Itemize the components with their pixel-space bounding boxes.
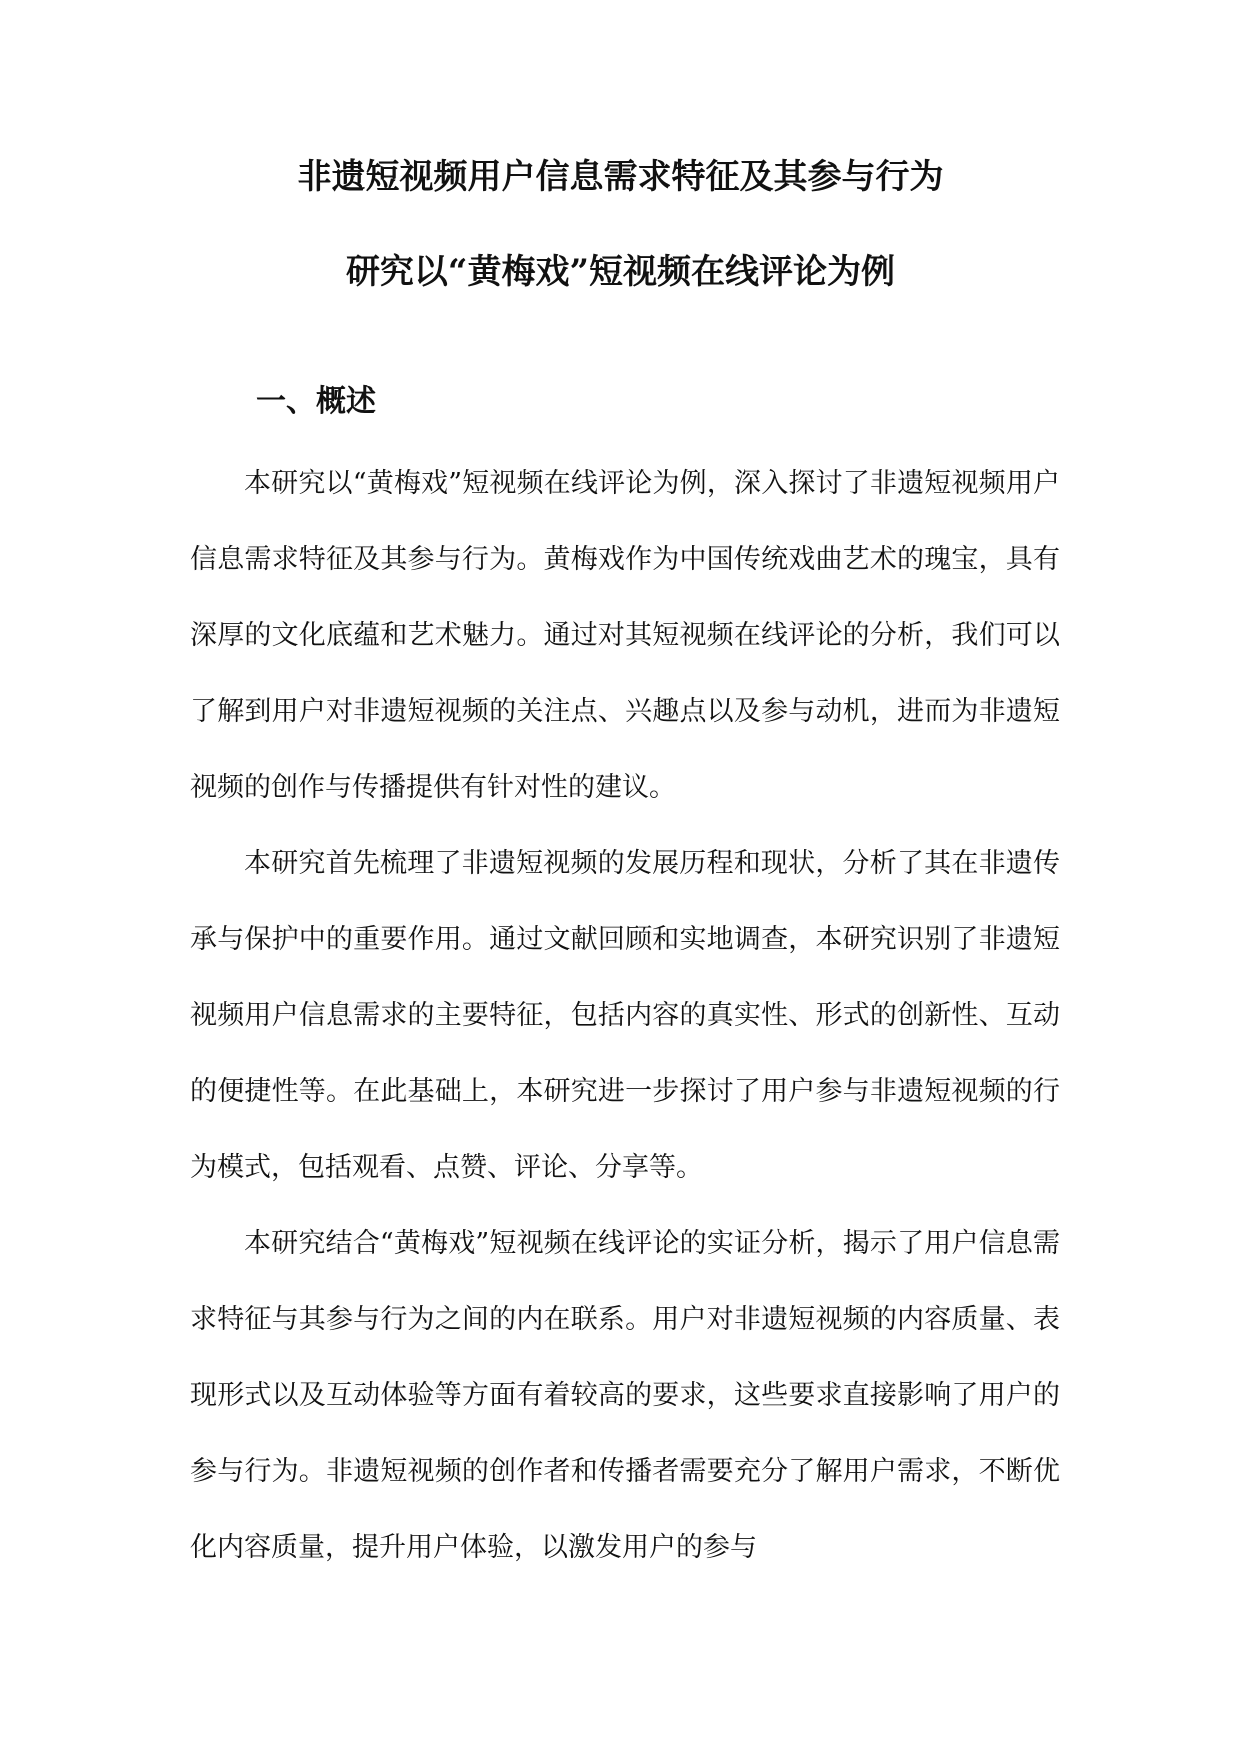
paragraph-1-block [190, 446, 1060, 826]
title-line-1: 非遗短视频用户信息需求特征及其参与行为 [297, 157, 944, 197]
title-line-2: 研究以“黄梅戏”短视频在线评论为例 [345, 252, 896, 292]
paragraph: 本研究首先梳理了非遗短视频的发展历程和现状，分析了其在非遗传承与保护中的重要作用。通过文献回顾和实地调查，本研究识别了非遗短视频用户信息需求的主要特征，包括内容的真实性、形式的创新性、互动的便捷性等。在此基础上，本研究进一步探讨了用户参与非遗短视频的行为模式，包括观看、点赞、评论、分享等。 [190, 848, 1060, 1183]
paragraph: 本研究结合“黄梅戏”短视频在线评论的实证分析，揭示了用户信息需求特征与其参与行为之间的内在联系。用户对非遗短视频的内容质量、表现形式以及互动体验等方面有着较高的要求，这些要求直接影响了用户的参与行为。非遗短视频的创作者和传播者需要充分了解用户需求，不断优化内容质量，提升用户体验，以激发用户的参与 [190, 1228, 1060, 1563]
section-heading: 一、概述 [256, 384, 376, 419]
paragraph-3-block [190, 1206, 1060, 1586]
paragraph: 本研究以“黄梅戏”短视频在线评论为例，深入探讨了非遗短视频用户信息需求特征及其参与行为。黄梅戏作为中国传统戏曲艺术的瑰宝，具有深厚的文化底蕴和艺术魅力。通过对其短视频在线评论的分析，我们可以了解到用户对非遗短视频的关注点、兴趣点以及参与动机，进而为非遗短视频的创作与传播提供有针对性的建议。 [190, 468, 1060, 803]
paragraph-2-block [190, 826, 1060, 1206]
